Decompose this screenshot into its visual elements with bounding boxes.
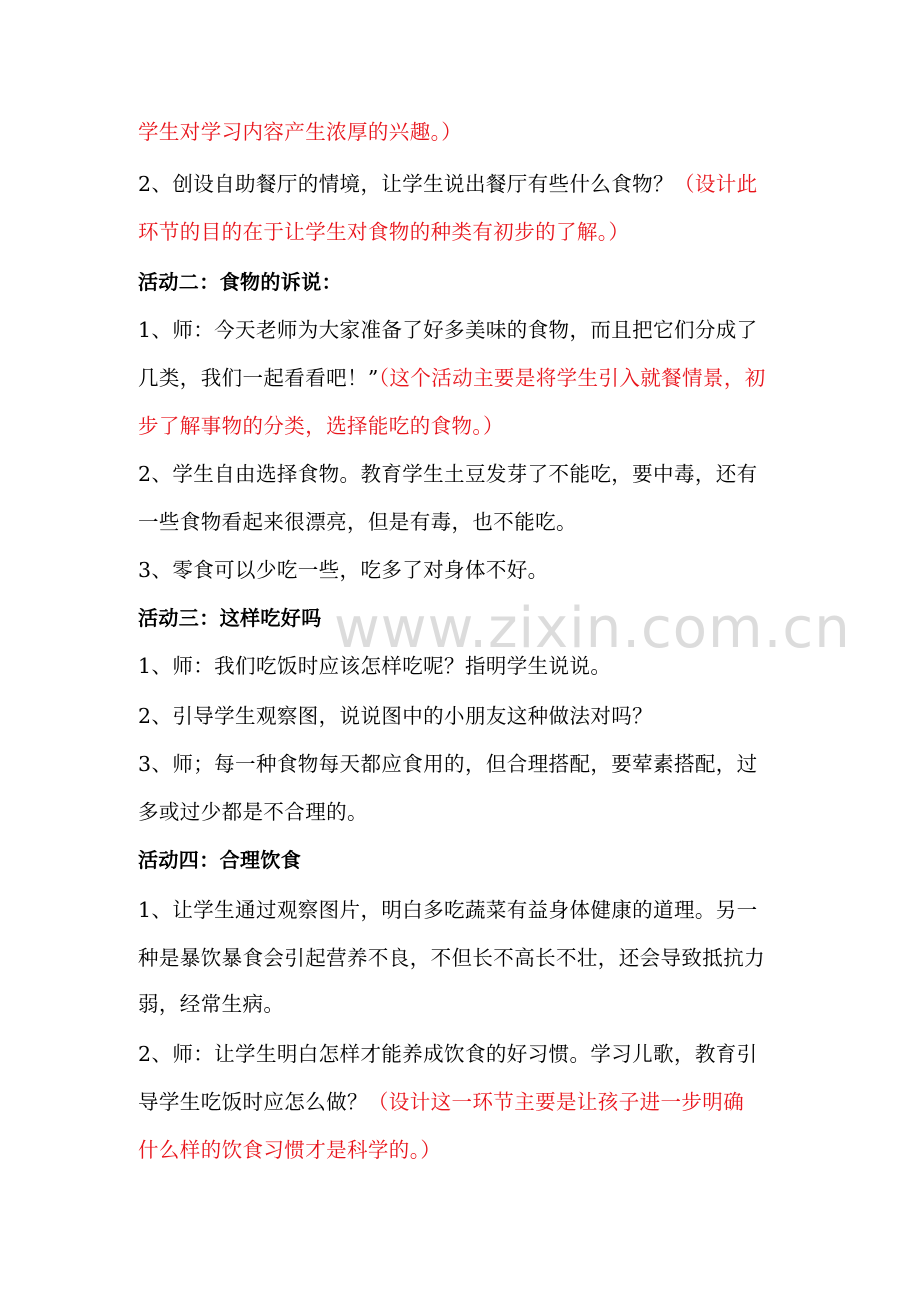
paragraph-line: 2、师：让学生明白怎样才能养成饮食的好习惯。学习儿歌，教育引: [138, 1042, 758, 1066]
paragraph-line: 种是暴饮暴食会引起营养不良，不但长不高长不壮，还会导致抵抗力: [138, 946, 765, 970]
annotation-line: 学生对学习内容产生浓厚的兴趣。）: [138, 120, 463, 144]
paragraph-line: 多或过少都是不合理的。: [138, 800, 368, 824]
annotation-line: 步了解事物的分类，选择能吃的食物。）: [138, 414, 504, 438]
paragraph-line: 3、师；每一种食物每天都应食用的，但合理搭配，要荤素搭配，过: [138, 752, 758, 776]
section-heading-activity-4: 活动四：合理饮食: [138, 848, 302, 872]
paragraph-line: 2、引导学生观察图，说说图中的小朋友这种做法对吗？: [138, 704, 654, 728]
paragraph-line: 1、师：今天老师为大家准备了好多美味的食物，而且把它们分成了: [138, 318, 758, 342]
paragraph-line: 2、学生自由选择食物。教育学生土豆发芽了不能吃，要中毒，还有: [138, 462, 758, 486]
annotation-text: （设计这一环节主要是让孩子进一步明确: [367, 1090, 745, 1114]
annotation-text: （设计此: [673, 172, 758, 196]
watermark: www.zixin.com.cn: [334, 596, 851, 661]
paragraph-line: [138, 364, 766, 392]
paragraph-line: [138, 1088, 744, 1116]
paragraph-text: 导学生吃饭时应怎么做？: [138, 1090, 368, 1114]
paragraph-line: 1、让学生通过观察图片，明白多吃蔬菜有益身体健康的道理。另一: [138, 898, 758, 922]
paragraph-text: 几类，我们一起看看吧！”: [138, 366, 379, 390]
annotation-line: 环节的目的在于让学生对食物的种类有初步的了解。）: [138, 220, 630, 244]
paragraph-line: [138, 170, 758, 198]
paragraph-line: 弱，经常生病。: [138, 992, 285, 1016]
paragraph-line: 1、师：我们吃饭时应该怎样吃呢？指明学生说说。: [138, 654, 612, 678]
annotation-line: 什么样的饮食习惯才是科学的。）: [138, 1138, 442, 1162]
paragraph-line: 3、零食可以少吃一些，吃多了对身体不好。: [138, 558, 549, 582]
paragraph-line: 一些食物看起来很漂亮，但是有毒，也不能吃。: [138, 510, 577, 534]
section-heading-activity-3: 活动三：这样吃好吗: [138, 606, 322, 630]
paragraph-text: 2、创设自助餐厅的情境，让学生说出餐厅有些什么食物？: [138, 172, 674, 196]
annotation-text: （这个活动主要是将学生引入就餐情景，初: [378, 366, 766, 390]
section-heading-activity-2: 活动二：食物的诉说：: [138, 270, 342, 294]
